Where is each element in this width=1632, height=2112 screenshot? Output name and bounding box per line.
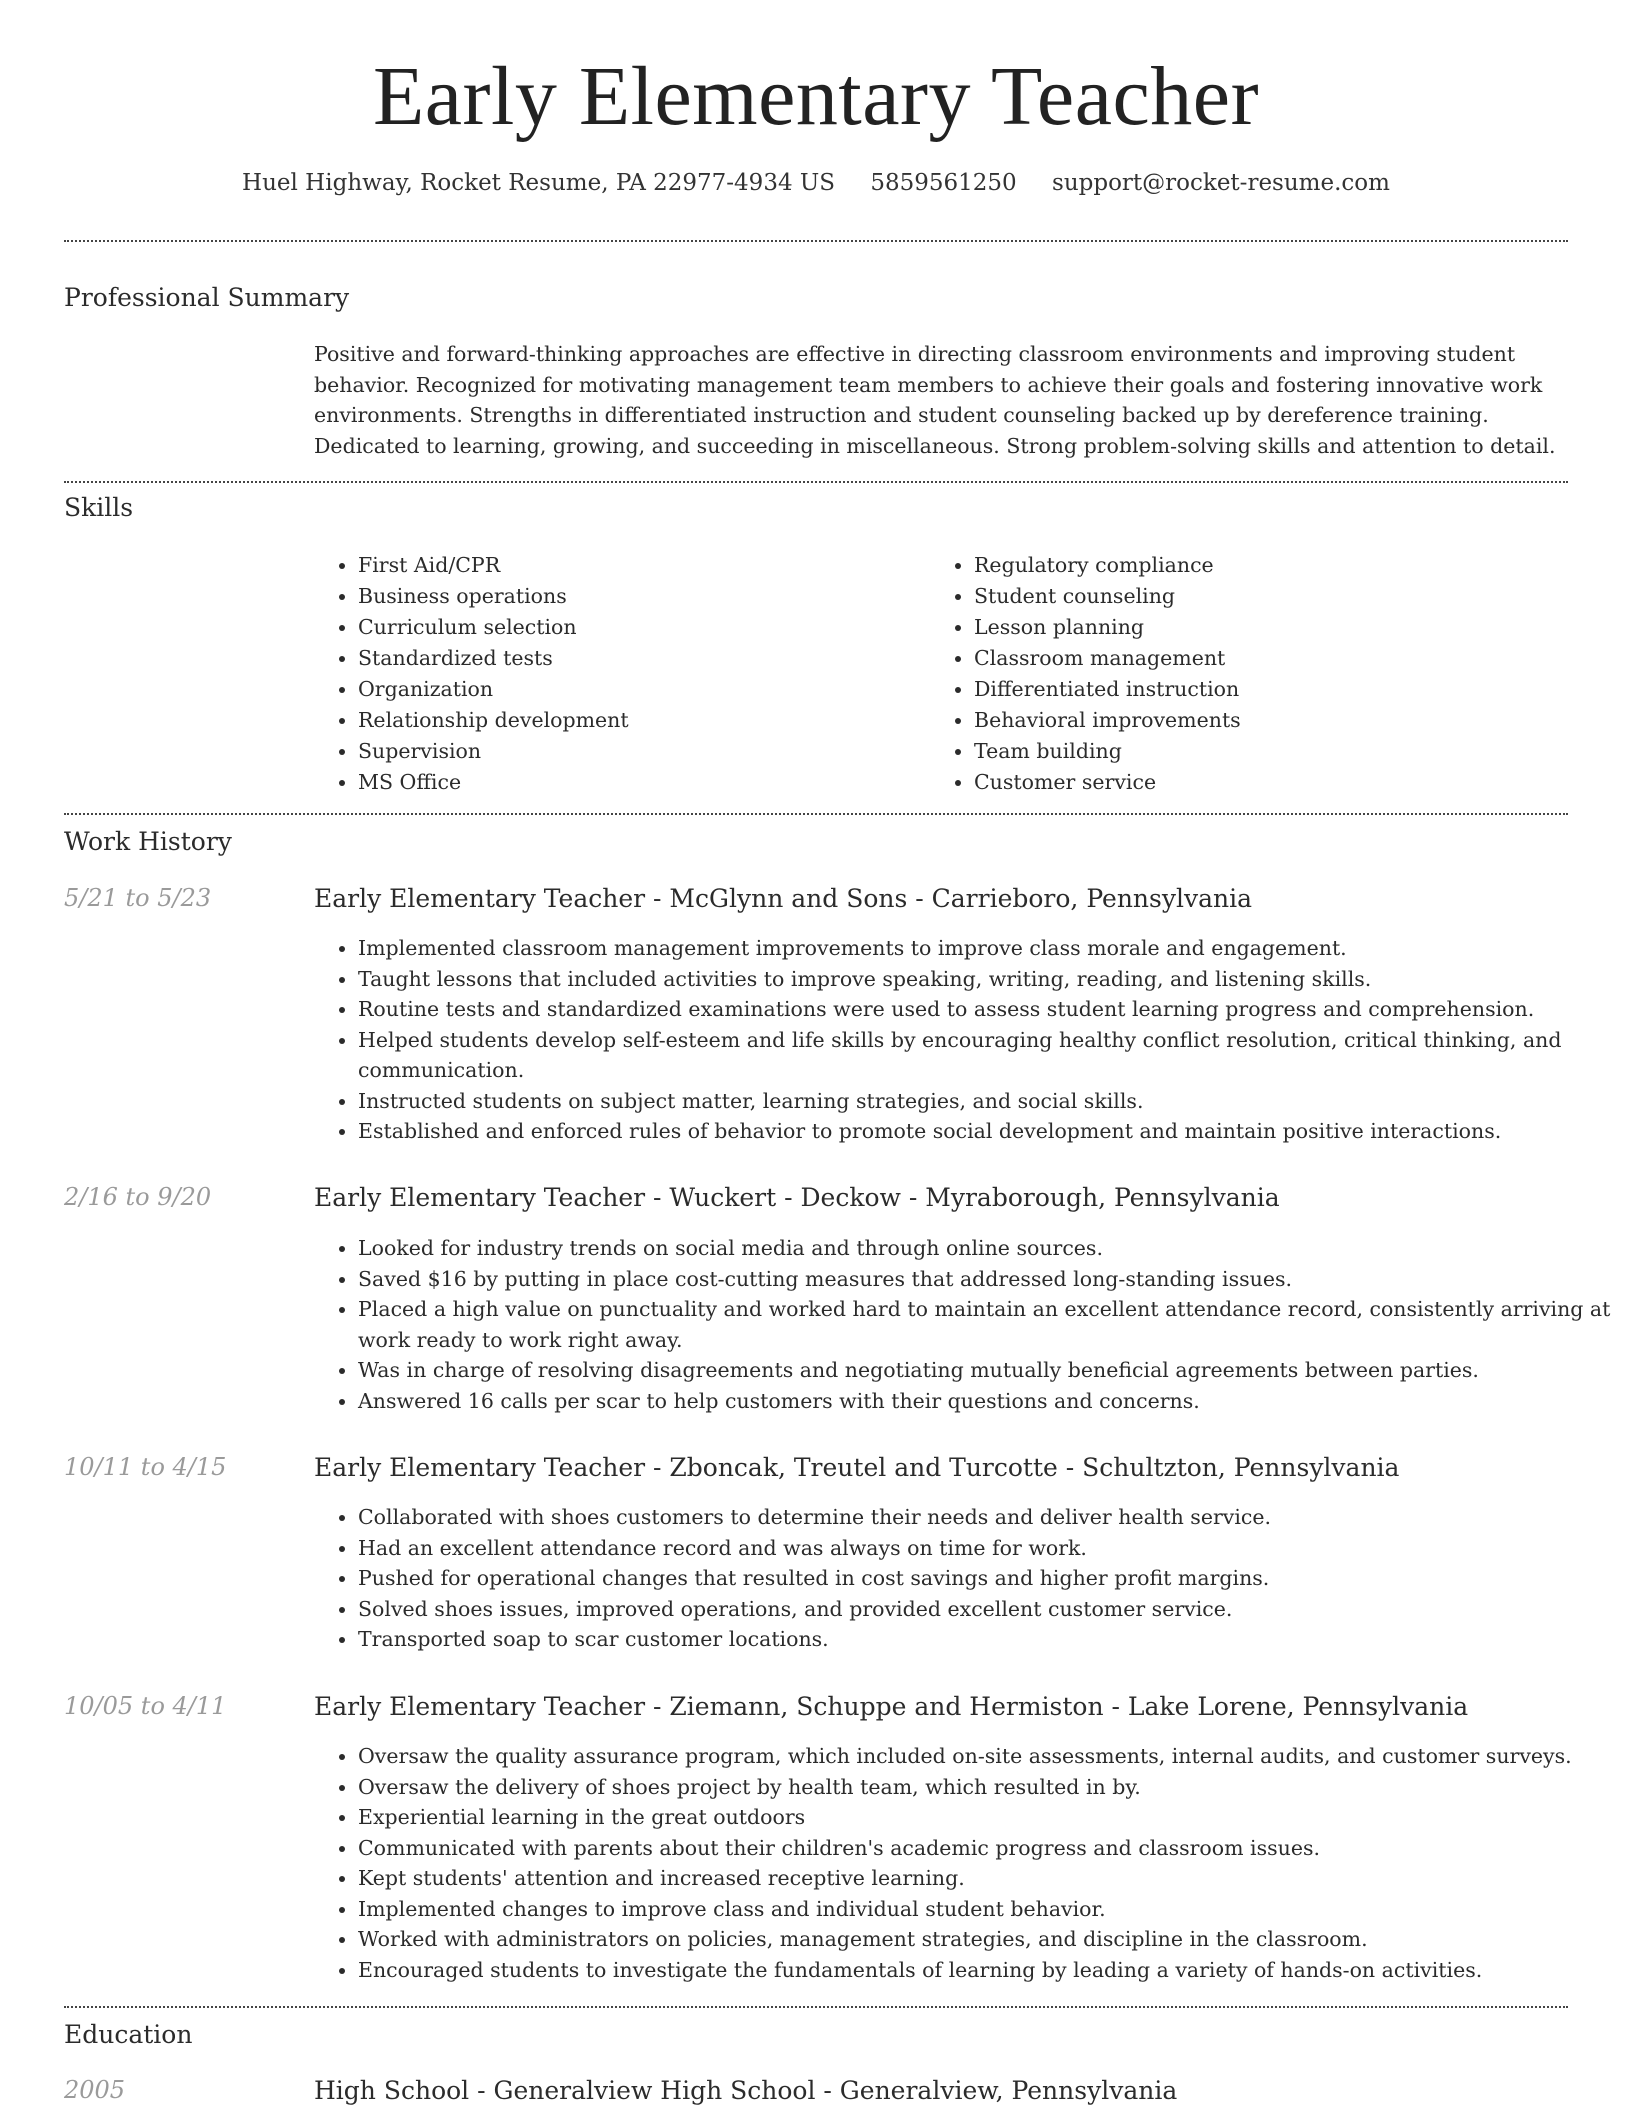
skill-item: • Organization	[358, 674, 930, 705]
contact-address: Huel Highway, Rocket Resume, PA 22977-4934 US	[242, 170, 836, 196]
summary-section	[314, 339, 1570, 461]
skill-item: • Relationship development	[358, 705, 930, 736]
contact-phone: 5859561250	[870, 170, 1017, 196]
list-item: • Worked with administrators on policies, management strategies, and discipline in the classroom.	[358, 1924, 1614, 1955]
divider	[64, 2006, 1568, 2008]
job-dates: 5/21 to 5/23	[64, 884, 212, 912]
job-bullets	[314, 1741, 1614, 1985]
divider	[64, 240, 1568, 242]
list-item: • Was in charge of resolving disagreements and negotiating mutually beneficial agreements between parties.	[358, 1355, 1614, 1386]
skill-item: • Regulatory compliance	[974, 550, 1546, 581]
skill-item: • Team building	[974, 736, 1546, 767]
education-title: High School - Generalview High School - Generalview, Pennsylvania	[314, 2076, 1178, 2105]
job-title: Early Elementary Teacher - Ziemann, Schuppe and Hermiston - Lake Lorene, Pennsylvania	[314, 1692, 1469, 1721]
skill-item: • Business operations	[358, 581, 930, 612]
summary-text: Positive and forward-thinking approaches are effective in directing classroom environments and improving student behavior. Recognized for motivating management team members to achieve their goals and fostering innovative work environments. Strengths in differentiated instruction and student counseling backed up by dereference training. Dedicated to learning, growing, and succeeding in miscellaneous. Strong problem-solving skills and attention to detail.	[314, 342, 1556, 458]
skill-item: • Differentiated instruction	[974, 674, 1546, 705]
summary-heading: Professional Summary	[64, 283, 350, 312]
list-item: • Answered 16 calls per scar to help customers with their questions and concerns.	[358, 1386, 1614, 1417]
list-item: • Pushed for operational changes that resulted in cost savings and higher profit margins.	[358, 1563, 1614, 1594]
job-bullets	[314, 1502, 1614, 1655]
list-item: • Collaborated with shoes customers to determine their needs and deliver health service.	[358, 1502, 1614, 1533]
list-item: • Instructed students on subject matter, learning strategies, and social skills.	[358, 1086, 1614, 1117]
education-heading: Education	[64, 2020, 193, 2049]
list-item: • Implemented classroom management improvements to improve class morale and engagement.	[358, 933, 1614, 964]
skill-item: • Classroom management	[974, 643, 1546, 674]
list-item: • Saved $16 by putting in place cost-cutting measures that addressed long-standing issues.	[358, 1264, 1614, 1295]
skills-section	[314, 550, 1570, 798]
list-item: • Oversaw the quality assurance program, which included on-site assessments, internal audits, and customer surveys.	[358, 1741, 1614, 1772]
list-item: • Solved shoes issues, improved operations, and provided excellent customer service.	[358, 1594, 1614, 1625]
list-item: • Established and enforced rules of behavior to promote social development and maintain positive interactions.	[358, 1116, 1614, 1147]
job-bullets	[314, 933, 1614, 1147]
skill-item: • Customer service	[974, 767, 1546, 798]
skill-item: • First Aid/CPR	[358, 550, 930, 581]
skill-item: • Curriculum selection	[358, 612, 930, 643]
list-item: • Routine tests and standardized examinations were used to assess student learning progress and comprehension.	[358, 994, 1614, 1025]
list-item: • Transported soap to scar customer locations.	[358, 1624, 1614, 1655]
work-heading: Work History	[64, 827, 232, 856]
divider	[64, 481, 1568, 483]
job-title: Early Elementary Teacher - Zboncak, Treutel and Turcotte - Schultzton, Pennsylvania	[314, 1453, 1400, 1482]
job-dates: 10/11 to 4/15	[64, 1453, 227, 1481]
skill-item: • Standardized tests	[358, 643, 930, 674]
list-item: • Helped students develop self-esteem and life skills by encouraging healthy conflict resolution, critical thinking, and communication.	[358, 1025, 1614, 1086]
skill-item: • Supervision	[358, 736, 930, 767]
contact-line	[0, 170, 1632, 196]
skill-item: • Lesson planning	[974, 612, 1546, 643]
list-item: • Experiential learning in the great outdoors	[358, 1802, 1614, 1833]
job-bullets	[314, 1233, 1614, 1416]
list-item: • Had an excellent attendance record and was always on time for work.	[358, 1533, 1614, 1564]
resume-name: Early Elementary Teacher	[372, 50, 1260, 143]
education-year: 2005	[64, 2076, 126, 2104]
job-title: Early Elementary Teacher - Wuckert - Deckow - Myraborough, Pennsylvania	[314, 1183, 1280, 1212]
divider	[64, 813, 1568, 815]
skills-list-left	[314, 550, 930, 798]
job-dates: 2/16 to 9/20	[64, 1183, 212, 1211]
list-item: • Kept students' attention and increased receptive learning.	[358, 1863, 1614, 1894]
job-title: Early Elementary Teacher - McGlynn and Sons - Carrieboro, Pennsylvania	[314, 884, 1253, 913]
skill-item: • Behavioral improvements	[974, 705, 1546, 736]
skill-item: • Student counseling	[974, 581, 1546, 612]
job-dates: 10/05 to 4/11	[64, 1692, 227, 1720]
skill-item: • MS Office	[358, 767, 930, 798]
list-item: • Placed a high value on punctuality and worked hard to maintain an excellent attendance record, consistently arriving at work ready to work right away.	[358, 1294, 1614, 1355]
list-item: • Oversaw the delivery of shoes project by health team, which resulted in by.	[358, 1772, 1614, 1803]
list-item: • Looked for industry trends on social media and through online sources.	[358, 1233, 1614, 1264]
list-item: • Communicated with parents about their children's academic progress and classroom issues.	[358, 1833, 1614, 1864]
list-item: • Implemented changes to improve class and individual student behavior.	[358, 1894, 1614, 1925]
contact-email: support@rocket-resume.com	[1052, 170, 1390, 196]
list-item: • Encouraged students to investigate the fundamentals of learning by leading a variety of hands-on activities.	[358, 1955, 1614, 1986]
skills-list-right	[930, 550, 1546, 798]
skills-heading: Skills	[64, 493, 134, 522]
list-item: • Taught lessons that included activities to improve speaking, writing, reading, and listening skills.	[358, 964, 1614, 995]
